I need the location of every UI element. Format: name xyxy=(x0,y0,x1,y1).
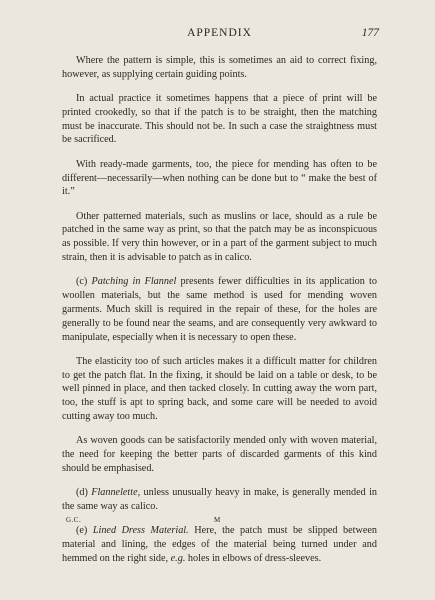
paragraph-text: presents fewer difficulties in its application to woollen materials, but the same method is used for mending woven garments. Much skill is required in the repair of these, for the holes are generally to be found near the seams, and are consequently very awkward to manipulate, especially when it is necessary to open these. xyxy=(62,276,377,343)
section-heading: Lined Dress Material. xyxy=(92,525,189,537)
paragraph-woven-goods xyxy=(62,434,377,475)
paragraph-text: With ready-made garments, too, the piece for mending has often to be different—necessarily—when nothing can be done but to “ make the best of it.” xyxy=(62,158,377,198)
paragraph-text: Where the pattern is simple, this is sometimes an aid to correct fixing, however, as supplying certain guiding points. xyxy=(62,55,377,80)
paragraph-text: As woven goods can be satisfactorily mended only with woven material, the need for keeping the better parts of discarded garments of this kind should be emphasised. xyxy=(62,435,377,474)
section-prefix: (c) xyxy=(76,276,92,288)
paragraph-lined-dress xyxy=(62,524,377,565)
paragraph-patterned-materials xyxy=(62,210,377,265)
paragraph-pattern-fixing xyxy=(62,54,377,82)
signature-line xyxy=(62,516,377,528)
section-prefix: (d) xyxy=(76,487,92,499)
page-number: 177 xyxy=(361,27,379,39)
signature-mark-center: M xyxy=(214,516,221,524)
paragraph-ready-made xyxy=(62,158,377,199)
running-head-title: APPENDIX xyxy=(187,27,252,39)
section-heading: Flannelette, xyxy=(91,487,141,499)
body-text xyxy=(62,54,377,576)
running-header xyxy=(62,27,377,43)
paragraph-text: Other patterned materials, such as muslins or lace, should as a rule be patched in the same way as print, so that the patch may be as inconspicuous as possible. If very thin however, or in a part of the garment subject to much strain, then it is advisable to patch as in calico. xyxy=(62,210,377,264)
paragraph-crooked-print xyxy=(62,92,377,147)
section-prefix: (e) xyxy=(76,525,93,537)
paragraph-elasticity xyxy=(62,355,377,424)
paragraph-text: Here, the patch must be slipped between material and lining, the edges of the material being turned under and hemmed on the right side, xyxy=(62,525,377,564)
paragraph-flannel xyxy=(62,275,377,344)
signature-mark-left: G.C. xyxy=(66,516,82,524)
paragraph-text: unless unusually heavy in make, is generally mended in the same way as calico. xyxy=(62,487,377,513)
paragraph-flannelette xyxy=(62,486,377,514)
abbreviation-eg: e.g. xyxy=(170,552,186,564)
section-heading: Patching in Flannel xyxy=(91,276,177,288)
paragraph-text: The elasticity too of such articles makes it a difficult matter for children to get the patch flat. In the fixing, it should be laid on a table or desk, to be well pinned in place, and then tacked closely. In cutting away the worn part, too, the stuff is apt to spring back, and some care will be needed to avoid cutting away too much. xyxy=(62,355,377,423)
paragraph-text-end: holes in elbows of dress-sleeves. xyxy=(185,552,322,564)
paragraph-text: In actual practice it sometimes happens that a piece of print will be printed crookedly, so that if the patch is to be straight, then the matching must be inaccurate. This should not be. In such a case the straightness must be sacrificed. xyxy=(62,93,377,146)
